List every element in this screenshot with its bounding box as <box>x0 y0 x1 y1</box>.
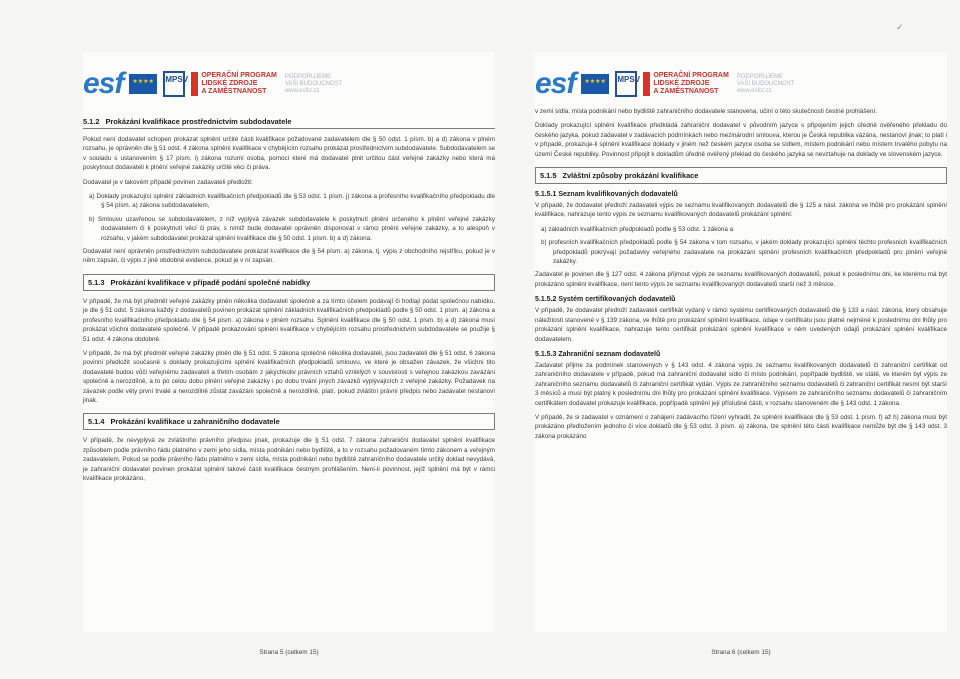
paragraph: V případě, že dodavatel předloží zadavateli certifikát vydaný v rámci systému certifikovaných dodavatelů dle § 133 a násl. zákona, který obsahuje náležitosti stanovené v § 139 zákona, ve lhůtě pro prokázání splnění kvalifikace, údaje v certifikátu jsou platné nejméně k poslednímu dni lhůty pro prokázání splnění kvalifikace, nahrazuje tento certifikát prokázání splnění kvalifikace v něm uvedených údajů prokázání splnění kvalifikace dodavatelem. <box>535 307 947 343</box>
page-left <box>83 52 495 656</box>
header-logos <box>535 62 794 106</box>
program-mark-icon <box>643 72 650 96</box>
paragraph: Zadavatel je povinen dle § 127 odst. 4 zákona přijmout výpis ze seznamu kvalifikovaných dodavatelů, pokud k poslednímu dni, ke kterému má být prokázáno splnění kvalifikace, není tento výpis ze seznamu kvalifikovaných dodavatelů starší než 3 měsíce. <box>535 271 947 288</box>
program-mark-icon <box>191 72 198 96</box>
paragraph: Zadavatel přijme za podmínek stanovených v § 143 odst. 4 zákona výpis ze seznamu kvalifikovaných dodavatelů či zahraniční certifikát od zahraničního dodavatele v případě, pokud má zahraniční dodavatel sídlo či místo podnikání, popřípadě bydliště, ve státě, ve kterém byl výpis ze zahraničního seznamu dodavatelů či zahraniční certifikát vydán. Výpis ze zahraničního seznamu dodavatelů či zahraniční certifikát nesmí být starší 3 měsíců a musí být platný k poslednímu dni lhůty pro prokázání splnění kvalifikace. Výpisem ze zahraničního seznamu dodavatelů či zahraničním certifikátem dodavatel prokazuje kvalifikace, popřípadě splnění její příslušné části, v rozsahu stanoveném dle § 143 odst. 1 zákona. <box>535 361 947 407</box>
slogan-line: www.esfcr.cz <box>284 87 320 94</box>
esf-logo: esf <box>535 67 576 100</box>
esf-logo: esf <box>83 67 124 100</box>
subsection-heading: 5.1.5.2 Systém certifikovaných dodavatelů <box>535 296 676 304</box>
program-logo <box>643 72 728 96</box>
paragraph: V případě, že má být předmět veřejné zakázky plněn dle § 51 odst. 5 zákona společně několika dodavateli, jsou zadavateli dle § 51 odst. 6 zákona povinni předložit současně s doklady prokazujícími splnění kvalifikačních předpokladů smlouvu, ve které je obsažen závazek, že všichni tito dodavatelé budou vůči veřejnému zadavateli a třetím osobám z jakýchkoliv právních vztahů vzniklých v souvislosti s veřejnou zakázkou zavázáni společně a nerozdílně, a to po celou dobu plnění veřejné zakázky i po dobu trvání jiných závazků vyplývajících z veřejné zakázky. Požadavek na závazek podle věty první trvalé a nerozdílně zůstat zavázáni společně a nerozdílně, platí, pokud zvláštní právní předpis nebo zadavatel nestanoví jinak. <box>83 349 495 404</box>
page-number: Strana 6 (celkem 15) <box>711 649 771 656</box>
slogan-line: PODPORUJEME <box>736 73 784 80</box>
program-line: OPERAČNÍ PROGRAM <box>653 72 729 79</box>
punch-mark: ✓ <box>896 22 904 32</box>
paragraph: V případě, že dodavatel předloží zadavateli výpis ze seznamu kvalifikovaných dodavatelů dle § 125 a násl. zákona ve lhůtě pro prokázání splnění kvalifikace, nahrazuje tento výpis ze seznamu kvalifikovaných dodavatelů prokázání splnění: <box>535 202 947 219</box>
list-item: b) Smlouvu uzavřenou se subdodavatelem, z níž vyplývá závazek subdodavatele k poskytnutí plnění určeného k plnění veřejné zakázky dodavatelem či k poskytnutí věcí či práv, s nimiž bude dodavatel oprávněn disponovat v rámci plnění veřejné zakázky, a to alespoň v rozsahu, v jakém subdodavatel prokázal splnění kvalifikace dle § 50 odst. 1 písm. b) a d) zákona. <box>89 215 495 242</box>
section-number: 5.1.3 <box>88 277 105 287</box>
paragraph: Pokud není dodavatel schopen prokázat splnění určité části kvalifikace požadované zadavatelem dle § 50 odst. 1 písm. b) a d) zákona v plném rozsahu, je oprávněn dle § 51 odst. 4 zákona splnění kvalifikace v chybějícím rozsahu prokázat prostřednictvím subdodavatele. Subdodavatelem se v souladu s ustanovením § 17 písm. i) zákona rozumí osoba, pomocí které má dodavatel plnit určitou část veřejné zakázky nebo která má poskytnout dodavateli k plnění veřejné zakázky určité věci či práva. <box>83 136 495 172</box>
paragraph: V případě, že si zadavatel v oznámení o zahájení zadávacího řízení vyhradil, že splnění kvalifikace dle § 53 odst. 1 písm. f) až h) zákona musí být prokázáno předložením jednoho či více dokladů dle § 53 odst. 3 písm. a) zákona, lze splnění této části kvalifikace nemůže být dle § 143 odst. 3 zákona prokázáno <box>535 413 947 440</box>
section-title: Prokázání kvalifikace u zahraničního dodavatele <box>110 417 280 427</box>
section-title: Prokázání kvalifikace v případě podání společné nabídky <box>110 277 311 287</box>
list-item: a) Doklady prokazující splnění základních kvalifikačních předpokladů dle § 53 odst. 1 písm. j) zákona a profesního kvalifikačního předpokladu dle § 54 písm. a) zákona subdodavatelem, <box>89 193 495 210</box>
section-heading <box>535 167 947 184</box>
page-right <box>535 52 947 656</box>
right-content <box>535 107 947 446</box>
paragraph: Dodavatel není oprávněn prostřednictvím subdodavatele prokázat kvalifikace dle § 54 písm. a) zákona, tj. výpis z obchodního rejstříku, pokud je v něm zapsán, či výpis z jiné obdobné evidence, pokud je v ní zapsán. <box>83 248 495 265</box>
list-item: b) profesních kvalifikačních předpokladů podle § 54 zákona v tom rozsahu, v jakém doklady prokazující splnění těchto profesních kvalifikačních předpokladů pokrývají požadavky veřejného zadavatele na prokázání splnění profesních kvalifikačních předpokladů pro plnění veřejné zakázky. <box>541 239 947 266</box>
program-line: LIDSKÉ ZDROJE <box>201 80 258 87</box>
slogan-line: VAŠI BUDOUCNOST <box>284 80 343 87</box>
mpsv-logo: MPSV <box>163 71 185 97</box>
program-line: A ZAMĚSTNANOST <box>653 88 719 95</box>
program-slogan <box>285 74 343 95</box>
paragraph: Doklady prokazující splnění kvalifikace předkládá zahraniční dodavatel v původním jazyce s připojením jejich úředně ověřeného překladu do českého jazyka, pokud zadavatel v zadávacích podmínkách nebo mezinárodní smlouva, kterou je Česká republika vázána, nestanoví jinak; to platí i v případě, prokazuje-li splnění kvalifikace doklady v jiném než českém jazyce osoba se sídlem, místem podnikání nebo místem trvalého pobytu na území České republiky. Povinnost připojit k dokladům úředně ověřený překlad do českého jazyka se nevztahuje na doklady ve slovenském jazyce. <box>535 122 947 158</box>
mpsv-logo: MPSV <box>615 71 637 97</box>
slogan-line: www.esfcr.cz <box>736 87 772 94</box>
subsection-heading: 5.1.5.3 Zahraniční seznam dodavatelů <box>535 350 661 358</box>
slogan-line: PODPORUJEME <box>284 73 332 80</box>
section-number: 5.1.5 <box>540 171 557 181</box>
section-title: Prokázání kvalifikace prostřednictvím subdodavatele <box>105 117 292 126</box>
program-line: OPERAČNÍ PROGRAM <box>201 72 277 79</box>
eu-flag-icon <box>129 74 157 94</box>
slogan-line: VAŠI BUDOUCNOST <box>736 80 795 87</box>
paragraph: v zemi sídla, místa podnikání nebo bydliště zahraničního dodavatele stanovena, učiní o této skutečnosti čestné prohlášení. <box>535 108 877 115</box>
page-number: Strana 5 (celkem 15) <box>259 649 319 656</box>
left-content <box>83 107 495 488</box>
paragraph: V případě, že má být předmět veřejné zakázky plněn několika dodavateli společně a za tímto účelem podávají či hodlají podat společnou nabídku, je dle § 51 odst. 5 zákona každý z dodavatelů povinen prokázat splnění základních kvalifikačních předpokladů podle § 50 odst. 1 písm. a) zákona a profesního kvalifikačního předpokladu dle § 54 písm. a) zákona v plném rozsahu. Splnění kvalifikace dle § 50 odst. 1 písm. b) a d) zákona musí prokázat všichni dodavatelé společně. V případě prokazování splnění kvalifikace v chybějícím rozsahu prostřednictvím subdodavatele se použije § 51 odst. 4 zákona obdobně. <box>83 297 495 343</box>
eu-flag-icon <box>581 74 609 94</box>
paragraph: V případě, že nevyplývá ze zvláštního právního předpisu jinak, prokazuje dle § 51 odst. 7 zákona zahraniční dodavatel splnění kvalifikace způsobem podle právního řádu platného v zemi jeho sídla, místa podnikání nebo bydliště, a to v rozsahu požadovaném tímto zákonem a veřejným zadavatelem. Pokud se podle právního řádu platného v zemi sídla, místa podnikání nebo bydliště zahraničního dodavatele určitý doklad nevydává, je zahraniční dodavatel povinen prokázat splnění takové části kvalifikace čestným prohlášením. Není-li povinnost, jejíž splnění má být v rámci kvalifikace prokázáno, <box>83 437 495 482</box>
section-heading <box>83 413 495 430</box>
program-slogan <box>737 74 795 95</box>
section-number: 5.1.2 <box>83 117 100 126</box>
section-title: Zvláštní způsoby prokázání kvalifikace <box>562 171 699 181</box>
list-item: a) základních kvalifikačních předpokladů podle § 53 odst. 1 zákona a <box>541 225 734 233</box>
section-heading <box>83 274 495 291</box>
program-line: LIDSKÉ ZDROJE <box>653 80 710 87</box>
section-number: 5.1.4 <box>88 417 105 427</box>
program-logo <box>191 72 276 96</box>
program-line: A ZAMĚSTNANOST <box>201 88 267 95</box>
section-heading <box>83 115 495 129</box>
paragraph: Dodavatel je v takovém případě povinen zadavateli předložit: <box>83 178 253 186</box>
header-logos <box>83 62 342 106</box>
subsection-heading: 5.1.5.1 Seznam kvalifikovaných dodavatelů <box>535 191 678 199</box>
